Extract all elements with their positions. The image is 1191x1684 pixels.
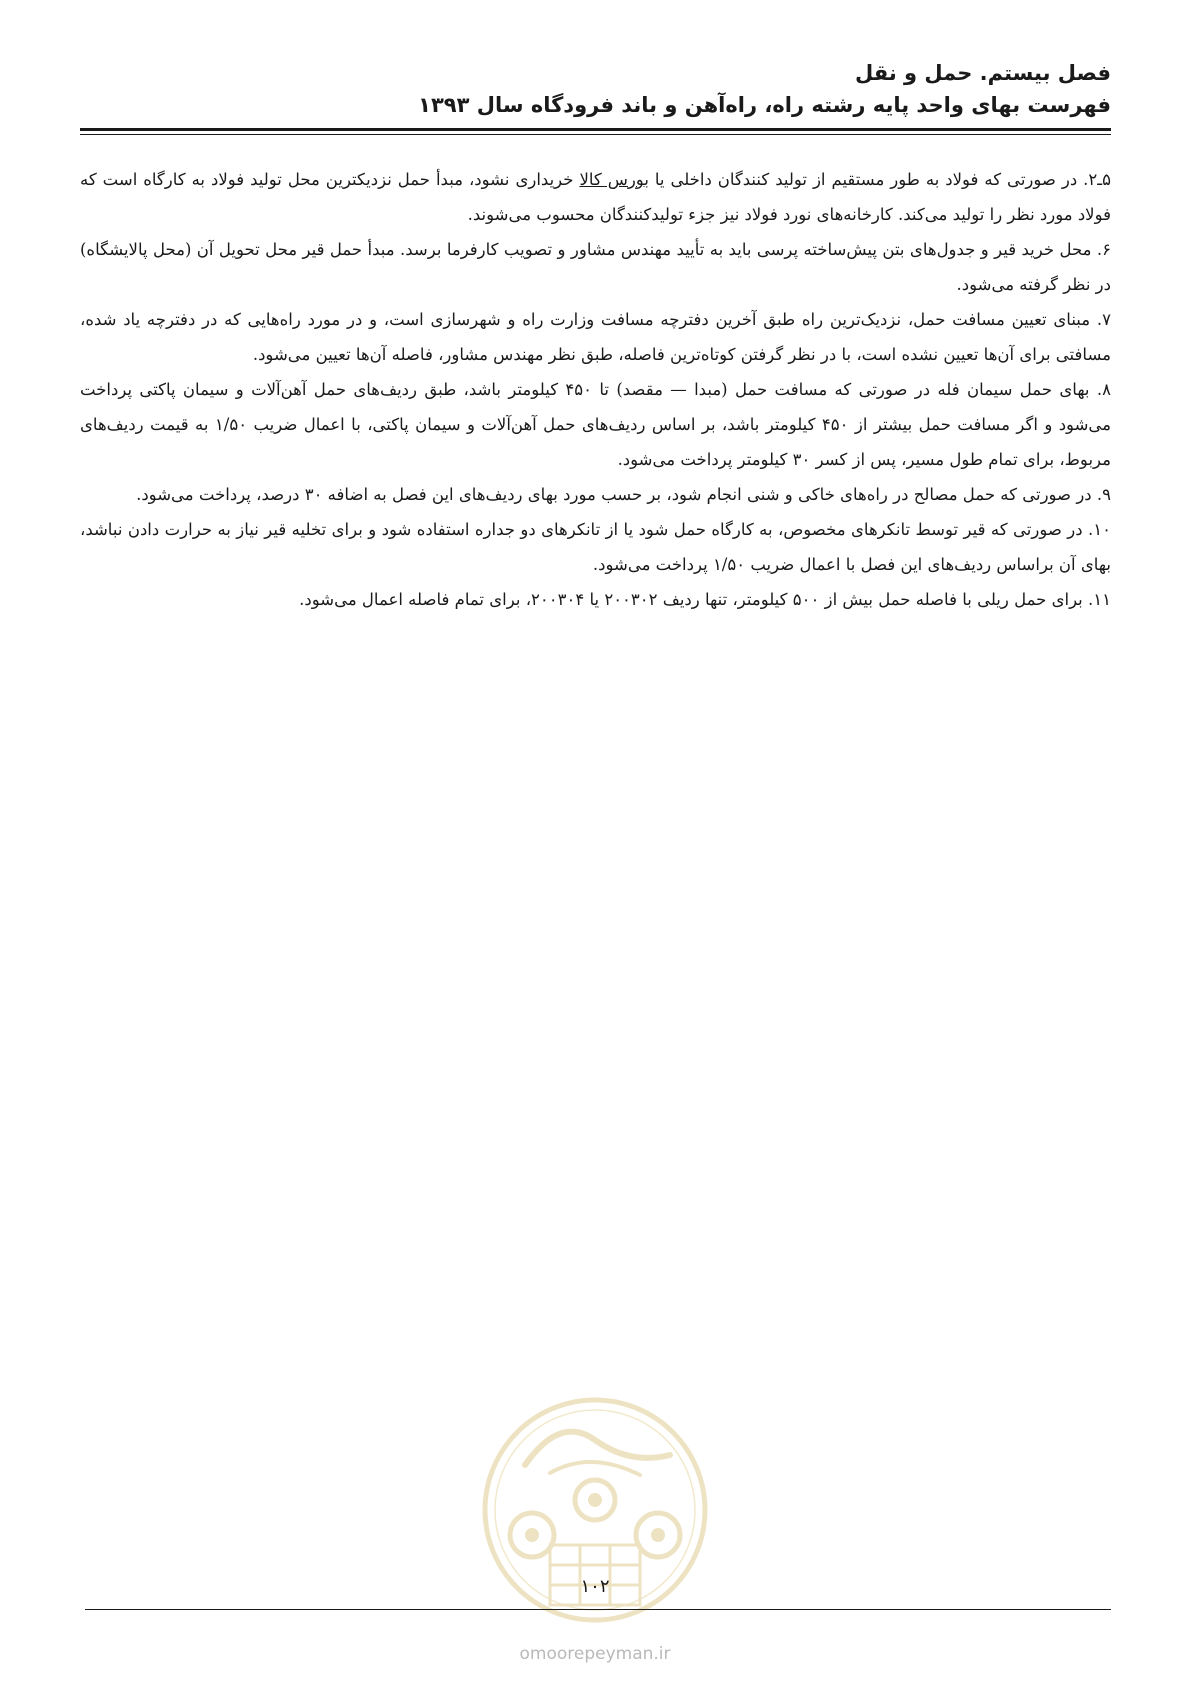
watermark-website: omoorepeyman.ir [519,1644,671,1664]
chapter-title: فصل بیستم. حمل و نقل [854,61,1111,85]
underlined-term: بورس کالا [579,170,649,189]
paragraph-text: خریداری نشود، مبدأ حمل نزدیکترین محل تولید فولاد به کارگاه است که فولاد مورد نظر را تولید می‌کند. کارخانه‌های نورد فولاد نیز جزء تولیدکنندگان محسوب می‌شوند. [80,170,1111,224]
document-body [80,162,1111,617]
paragraph-9: ۹. در صورتی که حمل مصالح در راه‌های خاکی و شنی انجام شود، بر حسب مورد بهای ردیف‌های این فصل به اضافه ۳۰ درصد، پرداخت می‌شود. [136,485,1111,504]
paragraph-10: ۱۰. در صورتی که قیر توسط تانکرهای مخصوص، به کارگاه حمل شود یا از تانکرهای دو جداره استفاده شود و برای تخلیه قیر نیاز به حرارت دادن نباشد، بهای آن براساس ردیف‌های این فصل با اعمال ضریب ۱/۵۰ پرداخت می‌شود. [80,520,1111,574]
page-header [80,58,1111,120]
header-divider-thick [80,128,1111,131]
price-list-title: فهرست بهای واحد پایه رشته راه، راه‌آهن و باند فرودگاه سال ۱۳۹۳ [418,93,1111,117]
paragraph-text: ۵ـ۲. در صورتی که فولاد به طور مستقیم از تولید کنندگان داخلی یا [648,170,1111,189]
paragraph-8: ۸. بهای حمل سیمان فله در صورتی که مسافت حمل (مبدا — مقصد) تا ۴۵۰ کیلومتر باشد، طبق ردیف‌های حمل آهن‌آلات و سیمان پاکتی پرداخت می‌شود و اگر مسافت حمل بیشتر از ۴۵۰ کیلومتر باشد، بر اساس ردیف‌های حمل آهن‌آلات و سیمان پاکتی، با اعمال ضریب ۱/۵۰ به قیمت ردیف‌های مربوط، برای تمام طول مسیر، پس از کسر ۳۰ کیلومتر پرداخت می‌شود. [80,380,1111,469]
paragraph-7: ۷. مبنای تعیین مسافت حمل، نزدیک‌ترین راه طبق آخرین دفترچه مسافت وزارت راه و شهرسازی است، و در مورد راه‌هایی که در دفترچه یاد شده، مسافتی برای آن‌ها تعیین نشده است، با در نظر گرفتن کوتاه‌ترین فاصله، طبق نظر مهندس مشاور، فاصله آن‌ها تعیین می‌شود. [80,310,1111,364]
paragraph-11: ۱۱. برای حمل ریلی با فاصله حمل بیش از ۵۰۰ کیلومتر، تنها ردیف ۲۰۰۳۰۲ یا ۲۰۰۳۰۴، برای تمام فاصله اعمال می‌شود. [299,590,1111,609]
paragraph-6: ۶. محل خرید قیر و جدول‌های بتن پیش‌ساخته پرسی باید به تأیید مهندس مشاور و تصویب کارفرما برسد. مبدأ حمل قیر محل تحویل آن (محل پالایشگاه) در نظر گرفته می‌شود. [80,240,1111,294]
page-number: ۱۰۲ [580,1576,610,1597]
footer-divider [85,1609,1111,1610]
paragraph-5-2 [80,162,1111,232]
header-divider-thin [80,134,1111,135]
